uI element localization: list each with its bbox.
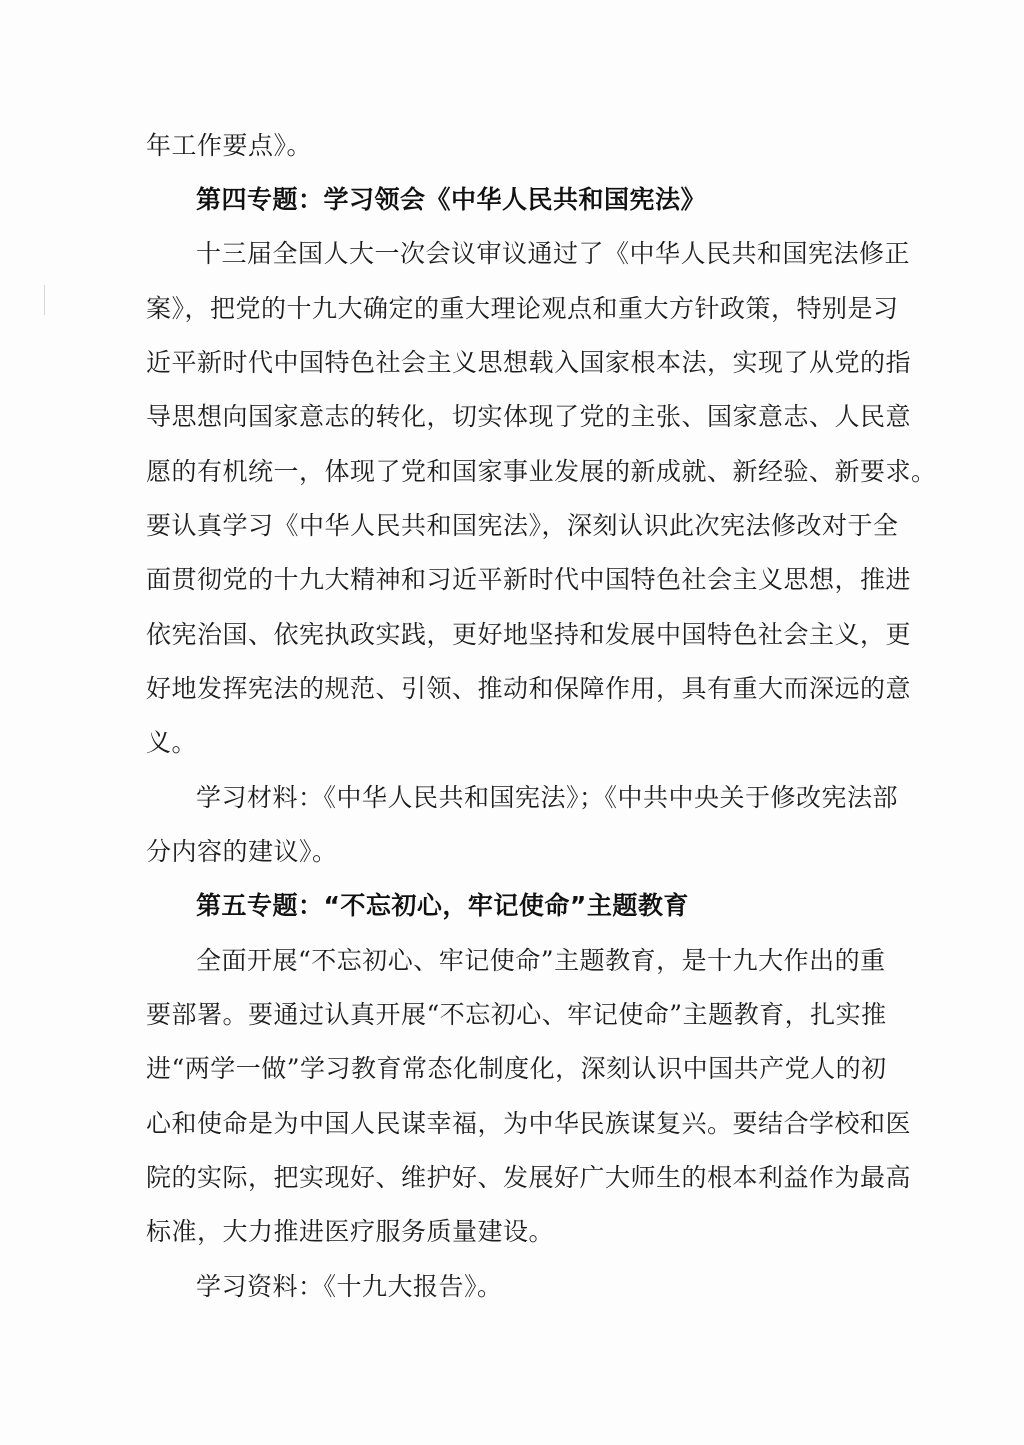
text-line: 依宪治国、依宪执政实践，更好地坚持和发展中国特色社会主义，更: [146, 620, 912, 649]
margin-mark: [44, 285, 45, 315]
text-line: 义。: [146, 728, 198, 757]
text-line: 要认真学习《中华人民共和国宪法》，深刻认识此次宪法修改对于全: [146, 511, 899, 540]
text-line: 案》，把党的十九大确定的重大理论观点和重大方针政策，特别是习: [146, 294, 899, 323]
section-heading-5: 第五专题：“不忘初心，牢记使命”主题教育: [196, 891, 689, 920]
text-line: 心和使命是为中国人民谋幸福，为中华民族谋复兴。要结合学校和医: [146, 1109, 912, 1138]
text-line: 愿的有机统一，体现了党和国家事业发展的新成就、新经验、新要求。: [146, 457, 937, 486]
text-line: 好地发挥宪法的规范、引领、推动和保障作用，具有重大而深远的意: [146, 674, 912, 703]
text-line: 全面开展“不忘初心、牢记使命”主题教育，是十九大作出的重: [196, 946, 886, 975]
text-line: 面贯彻党的十九大精神和习近平新时代中国特色社会主义思想，推进: [146, 565, 912, 594]
text-line: 导思想向国家意志的转化，切实体现了党的主张、国家意志、人民意: [146, 402, 912, 431]
text-line: 近平新时代中国特色社会主义思想载入国家根本法，实现了从党的指: [146, 348, 912, 377]
text-line: 院的实际，把实现好、维护好、发展好广大师生的根本利益作为最高: [146, 1163, 912, 1192]
text-line: 学习材料：《中华人民共和国宪法》；《中共中央关于修改宪法部: [196, 783, 899, 812]
text-line: 十三届全国人大一次会议审议通过了《中华人民共和国宪法修正: [196, 239, 911, 268]
text-line: 学习资料：《十九大报告》。: [196, 1272, 503, 1301]
text-line: 分内容的建议》。: [146, 837, 338, 866]
text-line: 年工作要点》。: [146, 131, 313, 160]
text-line: 进“两学一做”学习教育常态化制度化，深刻认识中国共产党人的初: [146, 1054, 887, 1083]
text-line: 要部署。要通过认真开展“不忘初心、牢记使命”主题教育，扎实推: [146, 1000, 887, 1029]
section-heading-4: 第四专题：学习领会《中华人民共和国宪法》: [196, 185, 707, 214]
text-line: 标准，大力推进医疗服务质量建设。: [146, 1217, 555, 1246]
